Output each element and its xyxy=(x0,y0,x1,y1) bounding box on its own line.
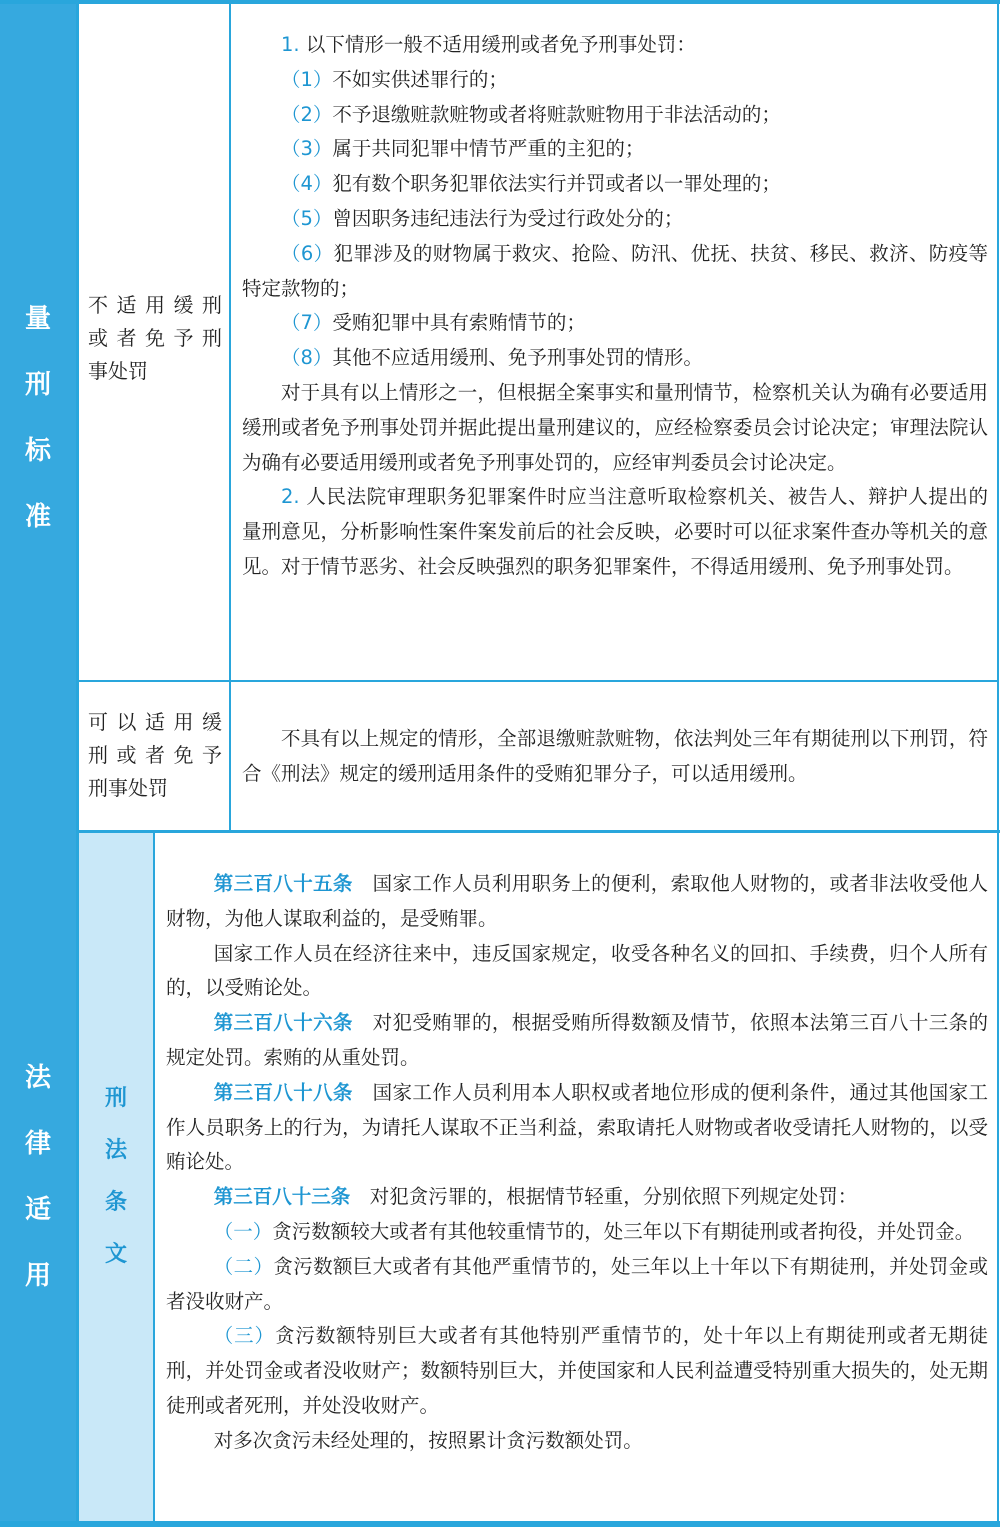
section-label-char: 准 xyxy=(24,502,51,532)
list-item: （6）犯罪涉及的财物属于救灾、抢险、防汛、优抚、扶贫、移民、救济、防疫等特定款物的； xyxy=(242,241,988,300)
list-number: （5） xyxy=(281,206,333,230)
item-number: （一） xyxy=(213,1219,273,1243)
row-label-line: 不适用缓刑 xyxy=(88,293,222,317)
row-label-line: 可以适用缓 xyxy=(88,710,222,734)
sub-label-char: 条 xyxy=(104,1189,127,1215)
section-label-char: 适 xyxy=(24,1194,51,1225)
sub-label-char: 文 xyxy=(104,1241,127,1267)
article-number: 第三百八十六条 xyxy=(213,1011,353,1035)
right-border xyxy=(997,4,999,1521)
criminal-law-articles xyxy=(166,867,988,1459)
list-number: （6） xyxy=(281,241,334,265)
top-border xyxy=(0,0,1000,4)
row-label-not-applicable xyxy=(88,289,222,388)
section-label-law xyxy=(0,832,76,1521)
section-divider xyxy=(76,830,1000,833)
article-number: 第三百八十五条 xyxy=(213,872,353,895)
law-paragraph: 国家工作人员在经济往来中，违反国家规定，收受各种名义的回扣、手续费，归个人所有的，以受贿论处。 xyxy=(166,941,988,1000)
law-paragraph: 第三百八十三条 对犯贪污罪的，根据情节轻重，分别依照下列规定处罚： xyxy=(213,1185,858,1209)
list-number: （8） xyxy=(281,346,333,370)
list-item: （3）属于共同犯罪中情节严重的主犯的； xyxy=(281,137,645,161)
section-label-char: 刑 xyxy=(24,370,51,400)
section-label-char: 律 xyxy=(24,1128,51,1159)
list-item: （1）不如实供述罪行的； xyxy=(281,67,508,91)
law-paragraph: 对多次贪污未经处理的，按照累计贪污数额处罚。 xyxy=(213,1428,643,1452)
section-label-char: 标 xyxy=(24,436,51,466)
list-number: （3） xyxy=(281,137,333,161)
column-divider xyxy=(153,832,155,1521)
row-label-line: 刑或者免予 xyxy=(88,743,222,767)
paragraph: 不具有以上规定的情形，全部退缴赃款赃物，依法判处三年有期徒刑以下刑罚，符合《刑法》规定的缓刑适用条件的受贿犯罪分子，可以适用缓刑。 xyxy=(242,727,988,785)
row-label-applicable xyxy=(88,706,222,805)
item-number: （二） xyxy=(213,1254,274,1278)
section-label-char: 用 xyxy=(24,1260,51,1291)
law-item: （三）贪污数额特别巨大或者有其他特别严重情节的，处十年以上有期徒刑或者无期徒刑，并处罚金或者没收财产；数额特别巨大，并使国家和人民利益遭受特别重大损失的，处无期徒刑或者死刑，并处没收财产。 xyxy=(166,1324,988,1417)
row-body-not-applicable xyxy=(242,28,988,585)
list-item: （5）曾因职务违纪违法行为受过行政处分的； xyxy=(281,206,684,230)
column-divider xyxy=(76,4,79,1521)
row-label-line: 事处罚 xyxy=(88,359,148,383)
list-number: （7） xyxy=(281,311,333,335)
list-item: （8）其他不应适用缓刑、免予刑事处罚的情形。 xyxy=(281,346,703,370)
sub-label-char: 法 xyxy=(104,1137,127,1163)
section-label-char: 量 xyxy=(24,304,51,334)
list-number: （4） xyxy=(281,172,333,196)
list-number: （1） xyxy=(281,67,333,91)
law-paragraph: 第三百八十六条 对犯受贿罪的，根据受贿所得数额及情节，依照本法第三百八十三条的规定处罚。索贿的从重处罚。 xyxy=(166,1011,988,1069)
sub-label-criminal-law xyxy=(79,832,153,1521)
article-number: 第三百八十三条 xyxy=(213,1185,351,1209)
row-divider xyxy=(79,680,999,682)
paragraph: 对于具有以上情形之一，但根据全案事实和量刑情节，检察机关认为确有必要适用缓刑或者免予刑事处罚并据此提出量刑建议的，应经检察委员会讨论决定；审理法院认为确有必要适用缓刑或者免予刑事处罚的，应经审判委员会讨论决定。 xyxy=(242,380,988,474)
paragraph: 1. 以下情形一般不适用缓刑或者免予刑事处罚： xyxy=(281,33,696,56)
section-label-char: 法 xyxy=(24,1062,51,1093)
list-item: （7）受贿犯罪中具有索贿情节的； xyxy=(281,311,586,335)
paragraph: 2. 人民法院审理职务犯罪案件时应当注意听取检察机关、被告人、辩护人提出的量刑意见，分析影响性案件案发前后的社会反映，必要时可以征求案件查办等机关的意见。对于情节恶劣、社会反映强烈的职务犯罪案件，不得适用缓刑、免予刑事处罚。 xyxy=(242,485,988,578)
law-item: （二）贪污数额巨大或者有其他严重情节的，处三年以上十年以下有期徒刑，并处罚金或者没收财产。 xyxy=(166,1254,988,1313)
law-paragraph: 第三百八十八条 国家工作人员利用本人职权或者地位形成的便利条件，通过其他国家工作人员职务上的行为，为请托人谋取不正当利益，索取请托人财物或者收受请托人财物的，以受贿论处。 xyxy=(166,1080,988,1174)
list-item: （4）犯有数个职务犯罪依法实行并罚或者以一罪处理的； xyxy=(281,172,781,196)
paragraph-number: 1. xyxy=(281,33,300,56)
section-label-sentencing xyxy=(0,4,76,832)
row-body-applicable xyxy=(242,722,988,792)
list-item: （2）不予退缴赃款赃物或者将赃款赃物用于非法活动的； xyxy=(281,102,781,126)
sub-label-char: 刑 xyxy=(104,1085,127,1111)
item-number: （三） xyxy=(213,1324,275,1348)
bottom-border xyxy=(0,1521,1000,1527)
law-paragraph: 第三百八十五条 国家工作人员利用职务上的便利，索取他人财物的，或者非法收受他人财物，为他人谋取利益的，是受贿罪。 xyxy=(166,872,988,930)
law-item: （一）贪污数额较大或者有其他较重情节的，处三年以下有期徒刑或者拘役，并处罚金。 xyxy=(213,1219,975,1243)
paragraph-number: 2. xyxy=(281,485,300,509)
article-number: 第三百八十八条 xyxy=(213,1080,353,1104)
column-divider xyxy=(229,4,231,832)
row-label-line: 刑事处罚 xyxy=(88,776,168,800)
list-number: （2） xyxy=(281,102,333,126)
row-label-line: 或者免予刑 xyxy=(88,326,222,350)
